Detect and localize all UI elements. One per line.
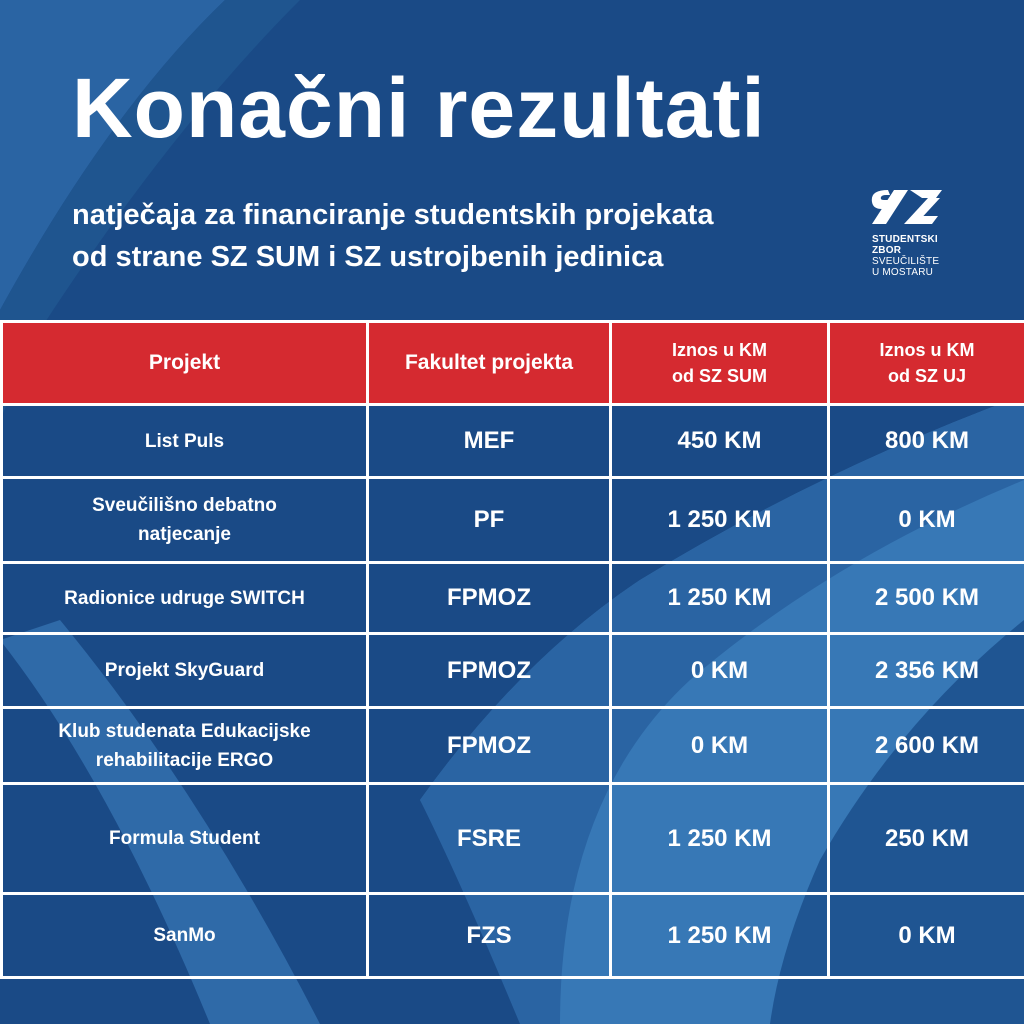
- cell-sum: 0 KM: [611, 708, 829, 784]
- project-name-line-1: Radionice udruge SWITCH: [64, 587, 305, 609]
- subtitle-line-1: natječaja za financiranje studentskih projekata: [72, 199, 714, 231]
- cell-sum: 1 250 KM: [611, 478, 829, 563]
- project-name-line-2: rehabilitacije ERGO: [95, 749, 274, 771]
- cell-sum: 1 250 KM: [611, 784, 829, 894]
- project-name-line-1: Formula Student: [109, 828, 260, 849]
- logo-line-3: SVEUČILIŠTE: [872, 256, 940, 267]
- header-uj-line-2: od SZ UJ: [887, 366, 966, 386]
- header-sum-line-2: od SZ SUM: [672, 366, 767, 386]
- table-row: [2, 894, 1024, 978]
- project-name-line-2: natjecanje: [138, 524, 231, 545]
- cell-uj: 0 KM: [829, 894, 1024, 978]
- table-row: [2, 563, 1024, 634]
- cell-project: [2, 784, 368, 894]
- cell-faculty: FPMOZ: [368, 708, 611, 784]
- cell-uj: 2 500 KM: [829, 563, 1024, 634]
- header-row: [2, 322, 1024, 405]
- subtitle: [72, 194, 713, 278]
- header-sum-line-1: Iznos u KM: [672, 340, 767, 360]
- cell-uj: 2 356 KM: [829, 634, 1024, 708]
- header-faculty: [368, 322, 611, 405]
- cell-sum: 1 250 KM: [611, 563, 829, 634]
- cell-project: [2, 478, 368, 563]
- cell-project: [2, 563, 368, 634]
- cell-faculty: FPMOZ: [368, 634, 611, 708]
- project-name-line-1: Projekt SkyGuard: [104, 660, 265, 681]
- cell-project: [2, 634, 368, 708]
- logo-line-4: U MOSTARU: [872, 267, 934, 278]
- page-title: Konačni rezultati: [72, 61, 766, 155]
- table-row: [2, 478, 1024, 563]
- table-row: [2, 405, 1024, 478]
- project-name-line-1: Klub studenata Edukacijske: [58, 720, 311, 742]
- table-row: [2, 784, 1024, 894]
- logo-text: [872, 234, 986, 278]
- header-sum: [611, 322, 829, 405]
- project-name-line-1: SanMo: [153, 925, 216, 946]
- cell-project: [2, 708, 368, 784]
- cell-faculty: MEF: [368, 405, 611, 478]
- cell-uj: 2 600 KM: [829, 708, 1024, 784]
- cell-faculty: FPMOZ: [368, 563, 611, 634]
- cell-project: [2, 894, 368, 978]
- header-project-label: Projekt: [148, 351, 221, 374]
- header-faculty-label: Fakultet projekta: [404, 351, 574, 374]
- cell-uj: 250 KM: [829, 784, 1024, 894]
- project-name-line-1: List Puls: [144, 430, 225, 452]
- cell-sum: 1 250 KM: [611, 894, 829, 978]
- logo-line-1: STUDENTSKI: [872, 234, 938, 245]
- project-name-line-1: Sveučilišno debatno: [92, 495, 277, 516]
- table-row: [2, 634, 1024, 708]
- cell-sum: 450 KM: [611, 405, 829, 478]
- cell-faculty: PF: [368, 478, 611, 563]
- table-header: [2, 322, 1024, 405]
- sz-logo-icon: [866, 182, 944, 232]
- cell-faculty: FSRE: [368, 784, 611, 894]
- results-table: [0, 320, 1024, 979]
- logo-line-2: ZBOR: [872, 245, 902, 256]
- cell-project: [2, 405, 368, 478]
- subtitle-line-2: od strane SZ SUM i SZ ustrojbenih jedinica: [72, 241, 664, 273]
- header-uj-line-1: Iznos u KM: [879, 340, 975, 360]
- cell-faculty: FZS: [368, 894, 611, 978]
- header-uj: [829, 322, 1024, 405]
- header-project: [2, 322, 368, 405]
- cell-uj: 800 KM: [829, 405, 1024, 478]
- table-row: [2, 708, 1024, 784]
- cell-sum: 0 KM: [611, 634, 829, 708]
- studentski-zbor-logo: [866, 182, 986, 278]
- table-body: [2, 405, 1024, 978]
- cell-uj: 0 KM: [829, 478, 1024, 563]
